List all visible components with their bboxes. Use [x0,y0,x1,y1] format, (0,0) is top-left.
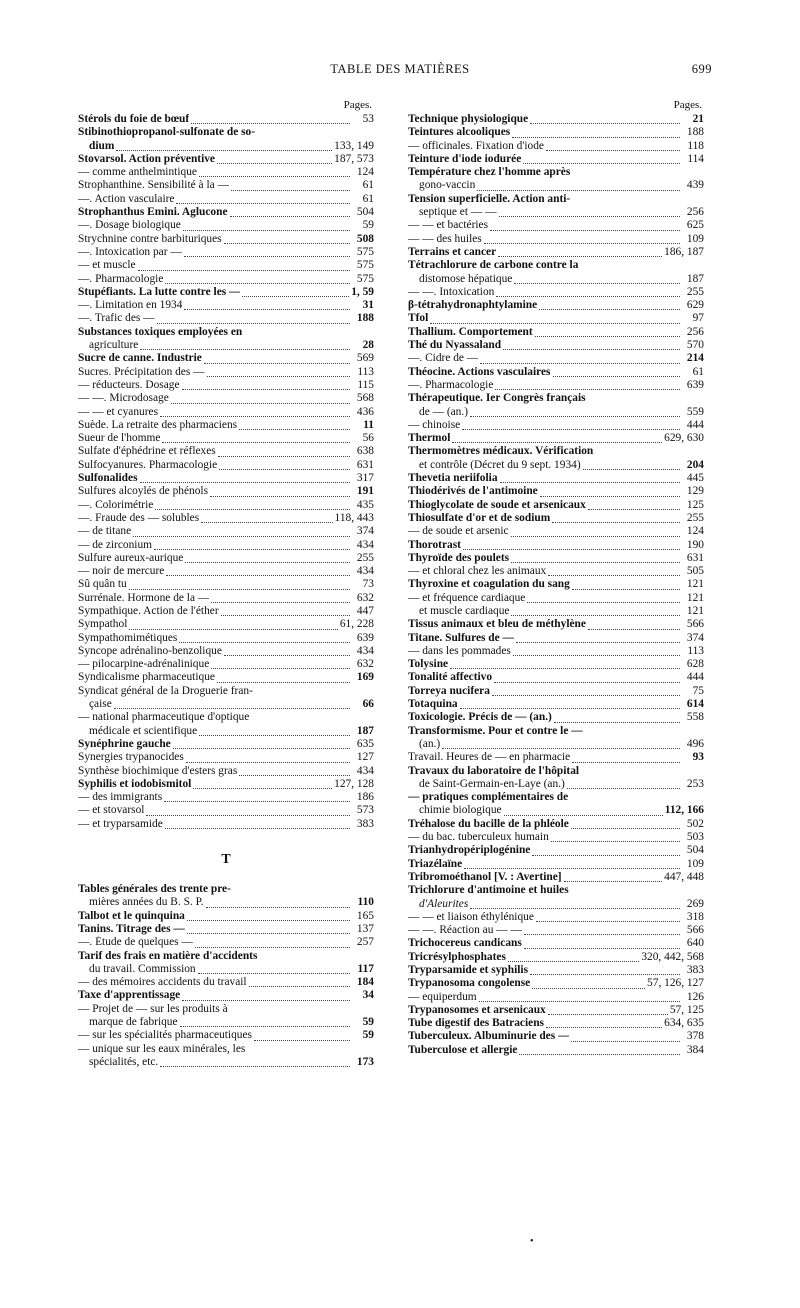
index-entry: — — et liaison éthylénique 318 [408,910,704,923]
index-entry: Tuberculose et allergie 384 [408,1043,704,1056]
index-entry: β-tétrahydronaphtylamine 629 [408,299,704,312]
index-entry: Tube digestif des Batraciens 634, 635 [408,1017,704,1030]
index-entry: —. Colorimétrie 435 [78,498,374,511]
index-entry: Teintures alcooliques 188 [408,126,704,139]
index-entry: — —. Réaction au — — 566 [408,924,704,937]
index-entry: Strychnine contre barbituriques 508 [78,232,374,245]
index-entry: —. Pharmacologie 639 [408,378,704,391]
index-entry: —. Dosage biologique 59 [78,219,374,232]
index-entry-cont: de — (an.) 559 [419,405,704,418]
index-entry: Tuberculeux. Albuminurie des — 378 [408,1030,704,1043]
index-entry-cont: du travail. Commission 117 [89,962,374,975]
index-entry: Triazélaïne 109 [408,857,704,870]
index-entry: Tarif des frais en matière d'accidents [78,949,258,962]
index-entry-cont: spécialités, etc. 173 [89,1055,374,1068]
index-entry: Trianhydropériplogénine 504 [408,844,704,857]
index-entry: — de soude et arsenic 124 [408,525,704,538]
running-head [0,62,800,78]
index-entry: — et tryparsamide 383 [78,817,374,830]
index-entry-cont: mières années du B. S. P. 110 [89,896,374,909]
index-entry: Thé du Nyassaland 570 [408,339,704,352]
section-letter: T [221,852,231,868]
index-entry: Substances toxiques employées en [78,325,243,338]
index-entry: —. Fraude des — solubles 118, 443 [78,511,374,524]
index-entry: Syncope adrénalino-benzolique 434 [78,644,374,657]
index-entry: Stupéfiants. La lutte contre les — 1, 59 [78,285,374,298]
index-entry: Stérols du foie de bœuf 53 [78,113,374,125]
index-entry: Travaux du laboratoire de l'hôpital [408,764,580,777]
index-entry: Thérapeutique. Ier Congrès français [408,392,586,405]
index-entry: Thorotrast 190 [408,538,704,551]
index-entry: Sulfocyanures. Pharmacologie 631 [78,458,374,471]
index-entry: Trichocereus candicans 640 [408,937,704,950]
index-entry-cont: d'Aleurites 269 [419,897,704,910]
index-entry: — et stovarsol 573 [78,804,374,817]
index-entry: Terrains et cancer 186, 187 [408,245,704,258]
index-entry: — de zirconium 434 [78,538,374,551]
index-entry: Sympathol 61, 228 [78,618,374,631]
index-entry: Technique physiologique 21 [408,113,704,125]
index-entry: Tissus animaux et bleu de méthylène 566 [408,618,704,631]
index-entry: Teinture d'iode iodurée 114 [408,152,704,165]
index-column-left [78,98,374,1069]
index-entry: Transformisme. Pour et contre le — [408,724,583,737]
index-entry: Trypanosoma congolense 57, 126, 127 [408,977,704,990]
index-entry: — chinoise 444 [408,418,704,431]
index-entry: Strophanthine. Sensibilité à la — 61 [78,179,374,192]
running-title: TABLE DES MATIÈRES [330,62,470,76]
index-entry: —. Pharmacologie 575 [78,272,374,285]
index-entry: Tricrésylphosphates 320, 442, 568 [408,950,704,963]
index-entry: Totaquina 614 [408,698,704,711]
index-entry: Stovarsol. Action préventive 187, 573 [78,152,374,165]
index-entry: Synéphrine gauche 635 [78,737,374,750]
index-entry: — et muscle 575 [78,259,374,272]
index-entry: — — et cyanures 436 [78,405,374,418]
index-entry-cont: distomose hépatique 187 [419,272,704,285]
index-entry-cont: et contrôle (Décret du 9 sept. 1934) 204 [419,458,704,471]
index-entry: Stibinothiopropanol-sulfonate de so- [78,126,256,139]
index-entry: Syndicalisme pharmaceutique 169 [78,671,374,684]
index-entry: Tryparsamide et syphilis 383 [408,964,704,976]
index-entry: Sympathomimétiques 639 [78,631,374,644]
index-entry: Sympathique. Action de l'éther 447 [78,604,374,617]
pages-label: Pages. [673,99,702,111]
index-entry: Syndicat général de la Droguerie fran- [78,684,253,697]
index-entry: — —. Intoxication 255 [408,285,704,298]
index-entry: Titane. Sulfures de — 374 [408,631,704,644]
index-entry: Tribromoéthanol [V. : Avertine] 447, 448 [408,870,704,883]
index-entry: — Projet de — sur les produits à [78,1002,228,1015]
index-entry: Toxicologie. Précis de — (an.) 558 [408,711,704,724]
index-entry: Tonalité affectivo 444 [408,671,704,684]
index-entry: Tréhalose du bacille de la phléole 502 [408,817,704,830]
index-entry: Travail. Heures de — en pharmacie 93 [408,751,704,764]
index-entry: Thevetia neriifolia 445 [408,472,704,485]
index-entry: — et fréquence cardiaque 121 [408,591,704,604]
index-entry: — des mémoires accidents du travail 184 [78,976,374,989]
index-entry: Sulfate d'éphédrine et réflexes 638 [78,445,374,458]
index-entry: — des immigrants 186 [78,791,374,804]
index-entry: Sucre de canne. Industrie 569 [78,352,374,365]
index-entry: Sueur de l'homme 56 [78,432,374,445]
index-entry: Température chez l'homme après [408,166,571,179]
index-entry: Surrénale. Hormone de la — 632 [78,591,374,604]
index-entry: Synergies trypanocides 127 [78,751,374,764]
index-entry: Sulfure aureux-aurique 255 [78,551,374,564]
index-entry: Thermomètres médicaux. Vérification [408,445,594,458]
index-entry: et muscle cardiaque 121 [419,604,704,617]
index-entry: Tétrachlorure de carbone contre la [408,259,579,272]
index-entry: Tension superficielle. Action anti- [408,192,571,205]
index-entry: —. Action vasculaire 61 [78,192,374,205]
index-entry: Torreya nucifera 75 [408,684,704,697]
index-entry: Thyroïde des poulets 631 [408,551,704,564]
index-entry: Taxe d'apprentissage 34 [78,989,374,1002]
index-entry: Trypanosomes et arsenicaux 57, 125 [408,1003,704,1016]
index-entry-cont: gono-vaccin 439 [419,179,704,192]
bullet-mark: • [530,1236,534,1247]
index-entry-cont: chimie biologique 112, 166 [419,804,704,817]
index-entry: Thallium. Comportement 256 [408,325,704,338]
index-column-right [408,98,704,1057]
index-entry: Trichlorure d'antimoine et huiles [408,884,569,897]
index-entry: Synthèse biochimique d'esters gras 434 [78,764,374,777]
index-entry: — pilocarpine-adrénalinique 632 [78,658,374,671]
index-entry: Sulfonalides 317 [78,472,374,485]
index-entry-cont: médicale et scientifique 187 [89,724,374,737]
index-entry: Tolysine 628 [408,658,704,671]
index-entry: Sulfures alcoylés de phénols 191 [78,485,374,498]
index-entry-cont: septique et — — 256 [419,206,704,219]
pages-label: Pages. [343,99,372,111]
index-entry: — officinales. Fixation d'iode 118 [408,139,704,152]
index-entry: — —. Microdosage 568 [78,392,374,405]
index-entry: —. Trafic des — 188 [78,312,374,325]
index-entry-cont: (an.) 496 [419,737,704,750]
index-entry: — — et bactéries 625 [408,219,704,232]
index-entry: — — des huiles 109 [408,232,704,245]
page-number: 699 [691,62,712,76]
index-entry: — noir de mercure 434 [78,565,374,578]
index-entry: Thyroxine et coagulation du sang 121 [408,578,704,591]
index-entry: —. Cidre de — 214 [408,352,704,365]
index-entry: Suède. La retraite des pharmaciens 11 [78,418,374,431]
index-entry: Thiodérivés de l'antimoine 129 [408,485,704,498]
index-entry-cont: marque de fabrique 59 [89,1016,374,1028]
index-entry: — unique sur les eaux minérales, les [78,1042,246,1055]
index-entry: — de titane 374 [78,525,374,538]
index-entry: — equiperdum 126 [408,990,704,1003]
index-entry: Thioglycolate de soude et arsenicaux 125 [408,498,704,511]
index-entry: Strophanthus Emini. Aglucone 504 [78,206,374,219]
index-entry: — national pharmaceutique d'optique [78,711,250,724]
index-entry: — pratiques complémentaires de [408,791,569,804]
index-entry: — dans les pommades 113 [408,644,704,657]
index-entry: —. Limitation en 1934 31 [78,299,374,312]
index-entry-cont: agriculture 28 [89,339,374,352]
index-entry: Talbot et le quinquina 165 [78,909,374,922]
index-entry: — comme anthelmintique 124 [78,166,374,179]
index-entry: Thermol 629, 630 [408,432,704,445]
index-entry: Sucres. Précipitation des — 113 [78,365,374,378]
index-entry: Thiosulfate d'or et de sodium 255 [408,511,704,524]
index-entry: — réducteurs. Dosage 115 [78,378,374,391]
index-entry: Syphilis et iodobismitol 127, 128 [78,777,374,790]
index-entry: Théocine. Actions vasculaires 61 [408,365,704,378]
index-entry: — sur les spécialités pharmaceutiques 59 [78,1029,374,1042]
index-entry: Tfol 97 [408,312,704,325]
index-entry: Sû quân tu 73 [78,578,374,591]
index-entry: —. Intoxication par — 575 [78,245,374,258]
index-entry-cont: de Saint-Germain-en-Laye (an.) 253 [419,777,704,790]
index-entry: — du bac. tuberculeux humain 503 [408,831,704,844]
index-entry-cont: dium 133, 149 [89,139,374,152]
index-entry-cont: çaise 66 [89,698,374,711]
index-entry: —. Étude de quelques — 257 [78,936,374,949]
index-entry: Tanins. Titrage des — 137 [78,922,374,935]
index-entry: Tables générales des trente pre- [78,883,231,896]
index-entry: — et chloral chez les animaux 505 [408,565,704,578]
